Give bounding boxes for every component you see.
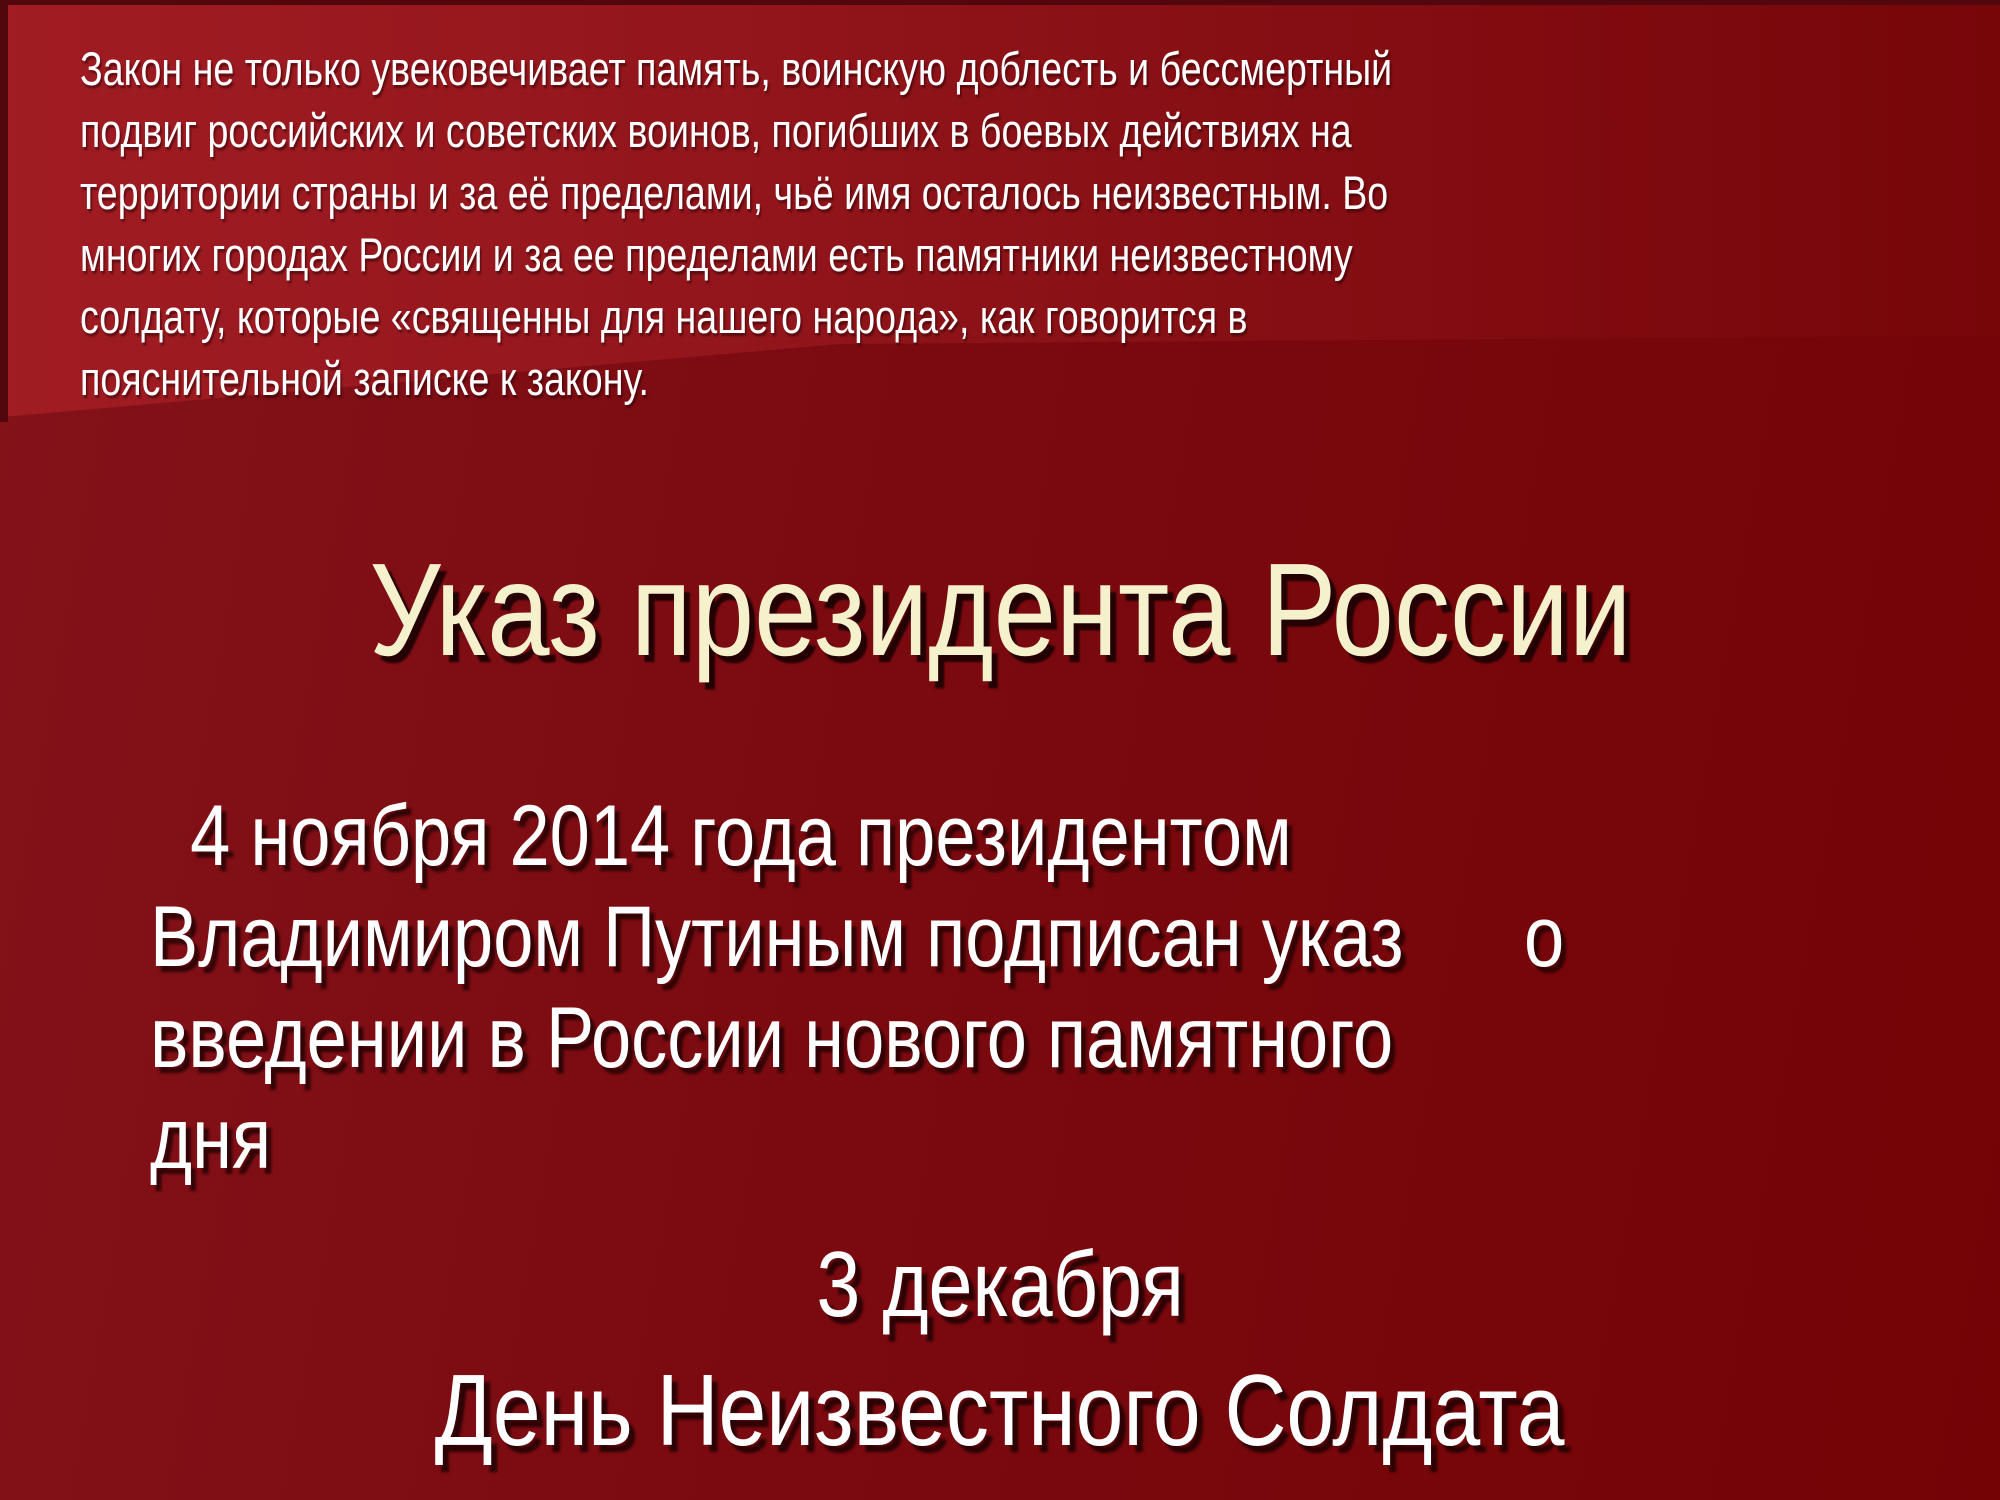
holiday-name-line — [0, 1356, 2000, 1466]
body-line — [150, 786, 1834, 887]
slide-title — [0, 536, 2000, 683]
memorial-date-line — [0, 1234, 2000, 1334]
intro-line-text: солдату, которые «священны для нашего народа», как говорится в — [80, 290, 1248, 343]
intro-line — [80, 162, 1720, 224]
intro-line-text: Закон не только увековечивает память, воинскую доблесть и бессмертный — [80, 42, 1393, 95]
body-line — [150, 1089, 1834, 1190]
body-paragraph — [150, 786, 1834, 1190]
intro-line — [80, 38, 1720, 100]
holiday-name-text: День Неизвестного Солдата — [435, 1355, 1565, 1467]
body-line-text: дня — [150, 1091, 272, 1187]
intro-line — [80, 286, 1720, 348]
intro-line-text: территории страны и за её пределами, чьё имя осталось неизвестным. Во — [80, 166, 1389, 219]
intro-line — [80, 224, 1720, 286]
slide-title-text: Указ президента России — [368, 536, 1632, 683]
intro-line — [80, 100, 1720, 162]
memorial-date-text: 3 декабря — [816, 1232, 1184, 1336]
body-line — [150, 988, 1834, 1089]
slide-left-border — [0, 0, 8, 422]
body-line-text: Владимиром Путиным подписан указ о — [150, 889, 1565, 985]
intro-line-text: пояснительной записке к закону. — [80, 352, 649, 405]
body-line-text: 4 ноября 2014 года президентом — [150, 788, 1292, 884]
intro-line — [80, 348, 1720, 410]
body-line — [150, 887, 1834, 988]
intro-line-text: многих городах России и за ее пределами есть памятники неизвестному — [80, 228, 1353, 281]
slide-top-border — [0, 0, 2000, 5]
intro-paragraph — [80, 38, 1720, 410]
body-line-text: введении в России нового памятного — [150, 990, 1394, 1086]
intro-line-text: подвиг российских и советских воинов, погибших в боевых действиях на — [80, 104, 1352, 157]
